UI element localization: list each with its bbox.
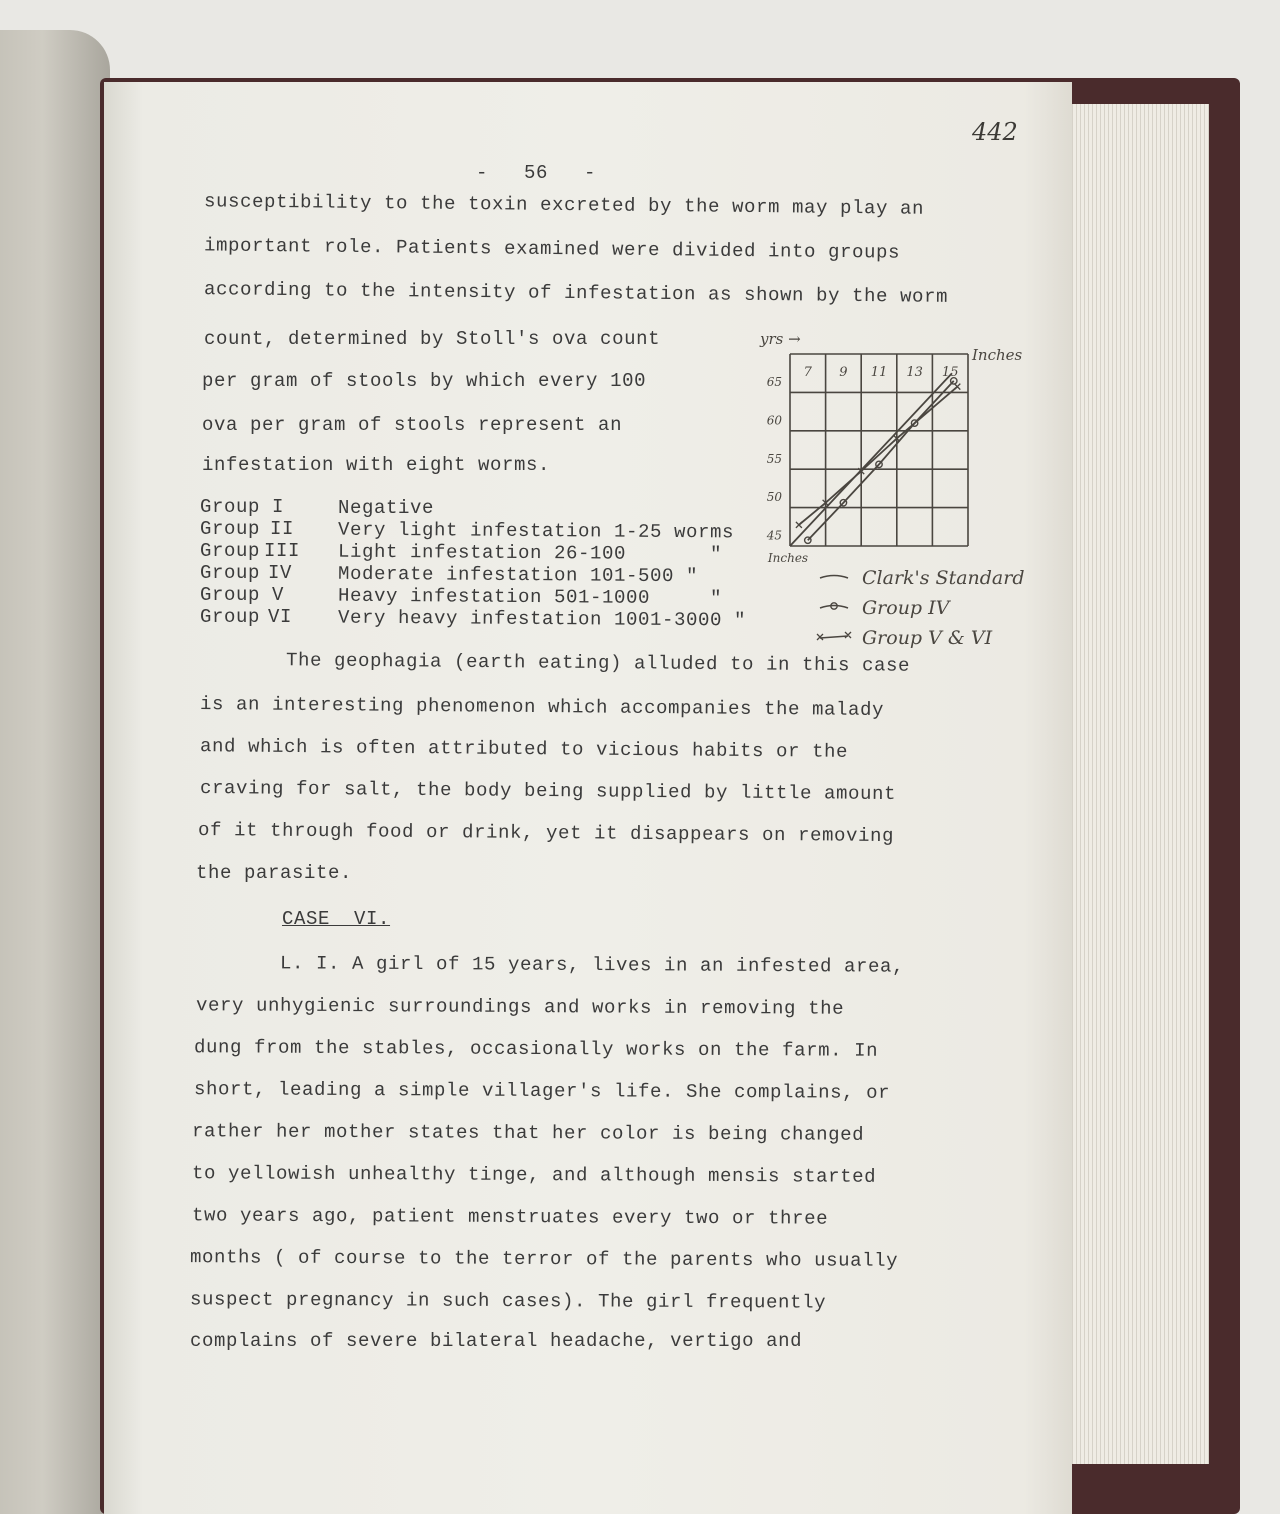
y-axis-label: Inches: [972, 346, 1023, 364]
data-point-cross: [954, 384, 960, 390]
legend-marker-dash: [820, 576, 848, 579]
text-line: short, leading a simple villager's life. She complains, or: [193, 1078, 891, 1104]
legend-text: Clark's Standard: [862, 567, 1025, 589]
text-line: to yellowish unhealthy tinge, and although mensis started: [191, 1162, 877, 1188]
x-tick-label: 7: [803, 365, 812, 380]
text-line: months ( of course to the terror of the parents who usually: [189, 1246, 899, 1272]
group-description: Light infestation 26-100 ": [337, 540, 723, 566]
chart-legend: [817, 567, 1025, 649]
text-line: suspect pregnancy in such cases). The girl frequently: [189, 1288, 827, 1314]
text-line: per gram of stools by which every 100: [202, 370, 647, 392]
group-description: Very light infestation 1-25 worms: [337, 518, 735, 544]
group-description: Negative: [338, 497, 435, 519]
book-page: [104, 82, 1072, 1514]
group-label: Group: [200, 496, 261, 518]
x-axis-label: yrs →: [760, 330, 801, 348]
x-tick-label: 13: [906, 365, 923, 380]
chart-labels: [759, 330, 1023, 565]
text-line: rather her mother states that her color is being changed: [191, 1120, 865, 1146]
chart-series: [790, 373, 960, 546]
group-numeral: IV: [268, 562, 293, 584]
text-line: complains of severe bilateral headache, vertigo and: [190, 1330, 803, 1352]
group-numeral: V: [272, 584, 285, 606]
group-description: Very heavy infestation 1001-3000 ": [337, 606, 747, 632]
text-line: is an interesting phenomenon which accompanies the malady: [199, 693, 885, 721]
series-line: [799, 387, 957, 525]
y-tick-label: 60: [766, 413, 782, 428]
text-line: very unhygienic surroundings and works in removing the: [195, 994, 845, 1020]
group-label: Group: [200, 606, 261, 628]
group-label: Group: [200, 540, 261, 562]
text-line: The geophagia (earth eating) alluded to in this case: [285, 649, 911, 677]
group-numeral: I: [272, 496, 285, 518]
text-line: dung from the stables, occasionally works on the farm. In: [193, 1036, 879, 1062]
growth-chart: [740, 326, 1070, 656]
y-side-label: Inches: [767, 551, 809, 565]
group-numeral: III: [264, 540, 301, 562]
text-line: L. I. A girl of 15 years, lives in an infested area,: [279, 952, 905, 978]
y-tick-label: 65: [766, 375, 782, 389]
text-line: important role. Patients examined were divided into groups: [203, 234, 901, 264]
group-label: Group: [200, 562, 261, 584]
text-line: the parasite.: [196, 862, 353, 884]
legend-marker-line: [820, 636, 848, 638]
text-line: ova per gram of stools represent an: [202, 414, 623, 436]
group-label: Group: [200, 584, 261, 606]
group-description: Moderate infestation 101-500 ": [337, 562, 699, 588]
group-description: Heavy infestation 501-1000 ": [337, 584, 723, 610]
y-tick-label: 45: [766, 528, 782, 543]
group-numeral: II: [270, 518, 295, 540]
text-line: according to the intensity of infestation as shown by the worm: [203, 278, 949, 308]
x-tick-label: 11: [870, 365, 888, 380]
text-line: of it through food or drink, yet it disappears on removing: [197, 818, 895, 848]
y-tick-label: 55: [766, 451, 782, 466]
text-line: and which is often attributed to vicious habits or the: [199, 735, 849, 763]
page-block-edges: [1048, 104, 1209, 1464]
series-line: [790, 373, 952, 546]
left-page-edge: [0, 30, 110, 1514]
y-tick-label: 50: [766, 490, 782, 505]
legend-text: Group IV: [862, 597, 950, 619]
text-line: craving for salt, the body being supplied by little amount: [199, 776, 897, 806]
text-line: count, determined by Stoll's ova count: [204, 328, 661, 350]
text-line: susceptibility to the toxin excreted by the worm may play an: [203, 190, 925, 220]
group-label: Group: [200, 518, 261, 540]
folio-number: 442: [972, 118, 1018, 146]
x-tick-label: 15: [941, 365, 959, 380]
data-point-cross: [796, 522, 802, 528]
text-line: two years ago, patient menstruates every two or three: [191, 1204, 829, 1230]
group-numeral: VI: [268, 606, 293, 628]
legend-marker-line: [820, 606, 848, 609]
legend-text: Group V & VI: [862, 627, 993, 649]
page-number: - 56 -: [476, 162, 597, 184]
x-tick-label: 9: [839, 365, 848, 380]
text-line: infestation with eight worms.: [202, 454, 551, 476]
case-heading: CASE VI.: [282, 908, 391, 930]
